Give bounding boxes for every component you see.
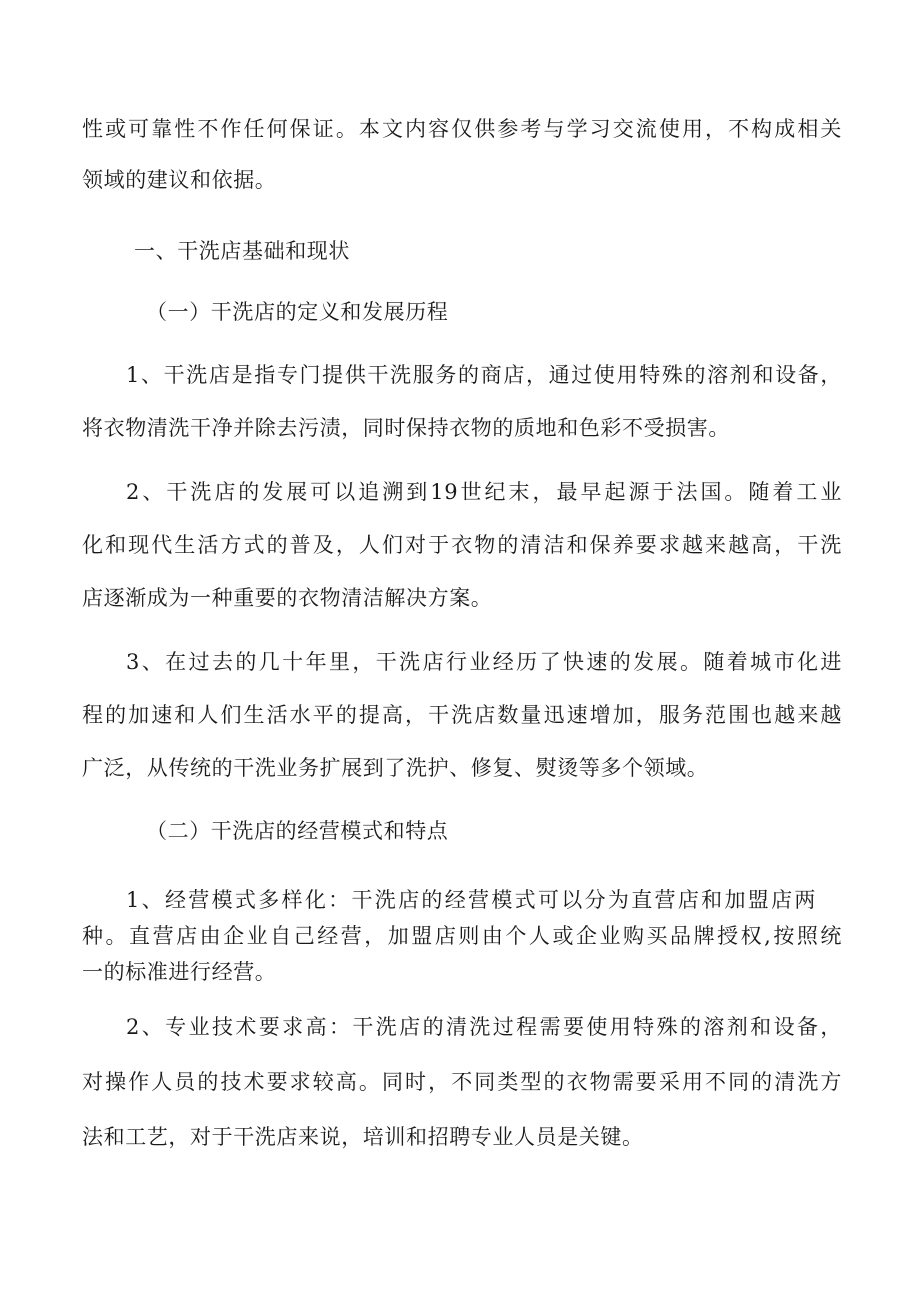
paragraph-5-line-2: 对操作人员的技术要求较高。同时，不同类型的衣物需要采用不同的清洗方 [82, 1070, 842, 1094]
intro-line-2: 领域的建议和依据。 [82, 168, 277, 192]
paragraph-2-line-2: 化和现代生活方式的普及，人们对于衣物的清洁和保养要求越来越高，干洗 [82, 533, 842, 557]
paragraph-4-line-1: 1、经营模式多样化：干洗店的经营模式可以分为直营店和加盟店两 [126, 888, 816, 912]
subsection-heading-2: （二）干洗店的经营模式和特点 [146, 819, 449, 843]
paragraph-1-line-1: 1、干洗店是指专门提供干洗服务的商店，通过使用特殊的溶剂和设备， [126, 363, 842, 387]
section-heading: 一、干洗店基础和现状 [134, 239, 350, 263]
intro-line-1: 性或可靠性不作任何保证。本文内容仅供参考与学习交流使用，不构成相关 [82, 117, 842, 141]
paragraph-3-line-1: 3、在过去的几十年里，干洗店行业经历了快速的发展。随着城市化进 [126, 650, 842, 674]
paragraph-5-line-3: 法和工艺，对于干洗店来说，培训和招聘专业人员是关键。 [82, 1125, 644, 1149]
subsection-heading-1: （一）干洗店的定义和发展历程 [146, 300, 449, 324]
paragraph-2-line-1: 2、干洗店的发展可以追溯到19世纪末，最早起源于法国。随着工业 [126, 480, 842, 504]
paragraph-2-line-3: 店逐渐成为一种重要的衣物清洁解决方案。 [82, 586, 493, 610]
paragraph-4-line-2: 种。直营店由企业自己经营，加盟店则由个人或企业购买品牌授权,按照统 [82, 924, 842, 948]
paragraph-4-line-3: 一的标准进行经营。 [82, 960, 277, 984]
paragraph-5-line-1: 2、专业技术要求高：干洗店的清洗过程需要使用特殊的溶剂和设备， [126, 1015, 842, 1039]
paragraph-1-line-2: 将衣物清洗干净并除去污渍，同时保持衣物的质地和色彩不受损害。 [82, 416, 730, 440]
paragraph-3-line-3: 广泛，从传统的干洗业务扩展到了洗护、修复、熨烫等多个领域。 [82, 756, 709, 780]
paragraph-3-line-2: 程的加速和人们生活水平的提高，干洗店数量迅速增加，服务范围也越来越 [82, 703, 842, 727]
